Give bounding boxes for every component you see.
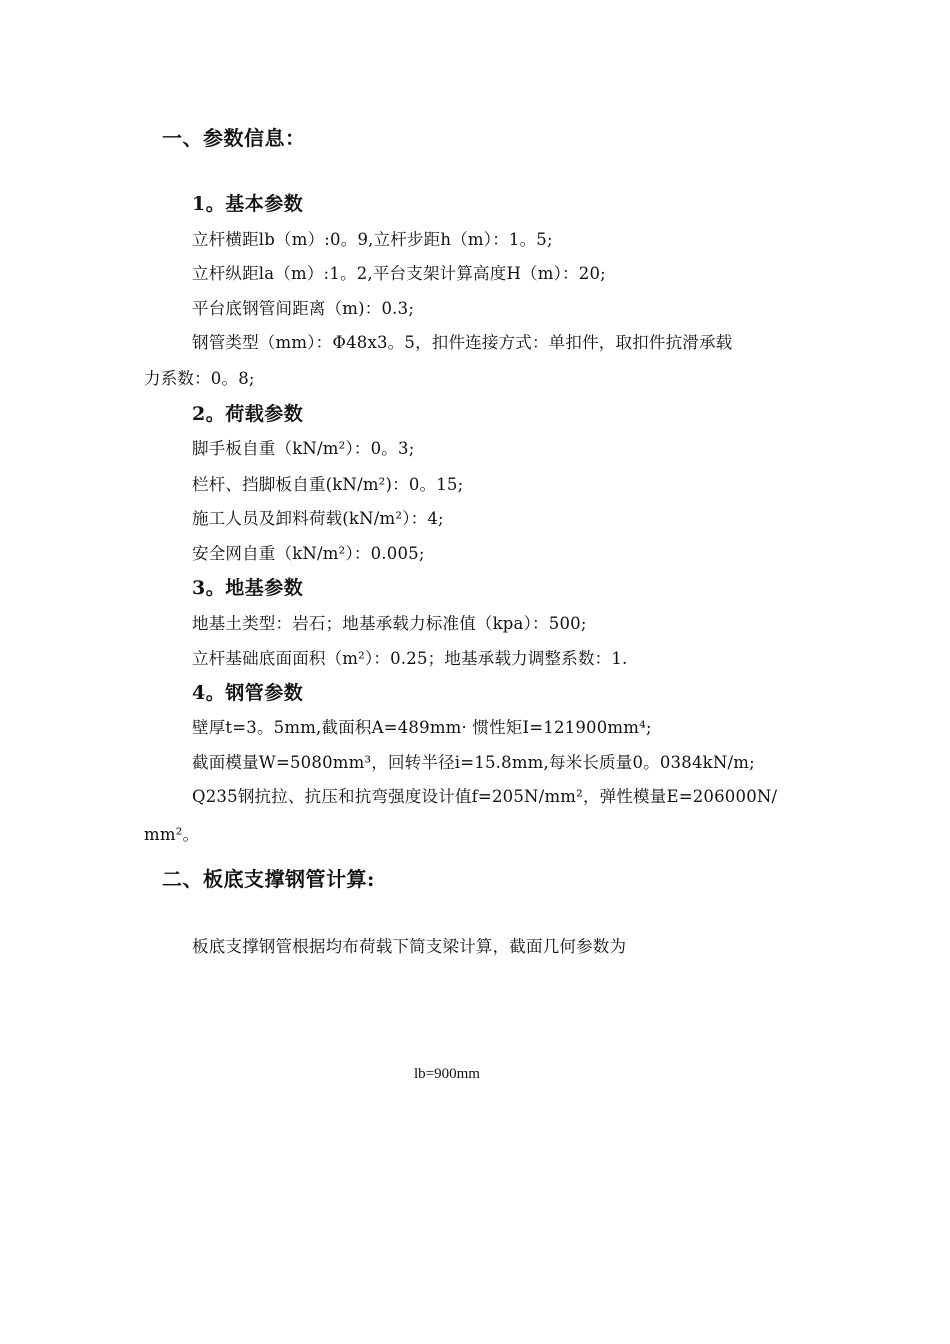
pipe-param-line-3: Q235钢抗拉、抗压和抗弯强度设计值f=205N/mm²，弹性模量E=206000N/ [192, 787, 778, 806]
basic-param-line-4-cont: 力系数：0。8; [144, 369, 255, 388]
load-param-line-2: 栏杆、挡脚板自重(kN/m²)：0。15; [192, 475, 464, 494]
load-param-line-3: 施工人员及卸料荷载(kN/m²）：4; [192, 509, 444, 528]
section2-title: 二、板底支撑钢管计算: [162, 867, 375, 891]
load-param-line-4: 安全网自重（kN/m²）：0.005; [192, 544, 425, 563]
section1-title: 一、参数信息： [162, 126, 306, 150]
foundation-param-line-2: 立杆基础底面面积（m²）：0.25；地基承载力调整系数：1. [192, 649, 628, 668]
pipe-param-line-2: 截面模量W=5080mm³，回转半径i=15.8mm,每米长质量0。0384kN/m; [192, 753, 755, 772]
section2-intro: 板底支撑钢管根据均布荷载下简支梁计算，截面几何参数为 [192, 937, 627, 956]
figure-caption: lb=900mm [414, 1066, 480, 1082]
pipe-param-line-1: 壁厚t=3。5mm,截面积A=489mm· 惯性矩I=121900mm⁴; [192, 718, 652, 737]
basic-param-line-1: 立杆横距lb（m）:0。9,立杆步距h（m）：1。5; [192, 230, 553, 249]
foundation-param-line-1: 地基土类型：岩石；地基承载力标准值（kpa）：500; [192, 614, 587, 633]
pipe-params-heading: 4。钢管参数 [192, 682, 304, 704]
foundation-params-heading: 3。地基参数 [192, 577, 304, 599]
basic-params-heading: 1。基本参数 [192, 193, 304, 215]
pipe-param-line-3-cont: mm²。 [144, 825, 200, 844]
basic-param-line-4: 钢管类型（mm）：Φ48x3。5，扣件连接方式：单扣件，取扣件抗滑承载 [192, 333, 733, 352]
basic-param-line-3: 平台底钢管间距离（m)：0.3; [192, 299, 415, 318]
load-param-line-1: 脚手板自重（kN/m²）：0。3; [192, 439, 415, 458]
basic-param-line-2: 立杆纵距la（m）:1。2,平台支架计算高度H（m）：20; [192, 264, 606, 283]
load-params-heading: 2。荷载参数 [192, 403, 304, 425]
